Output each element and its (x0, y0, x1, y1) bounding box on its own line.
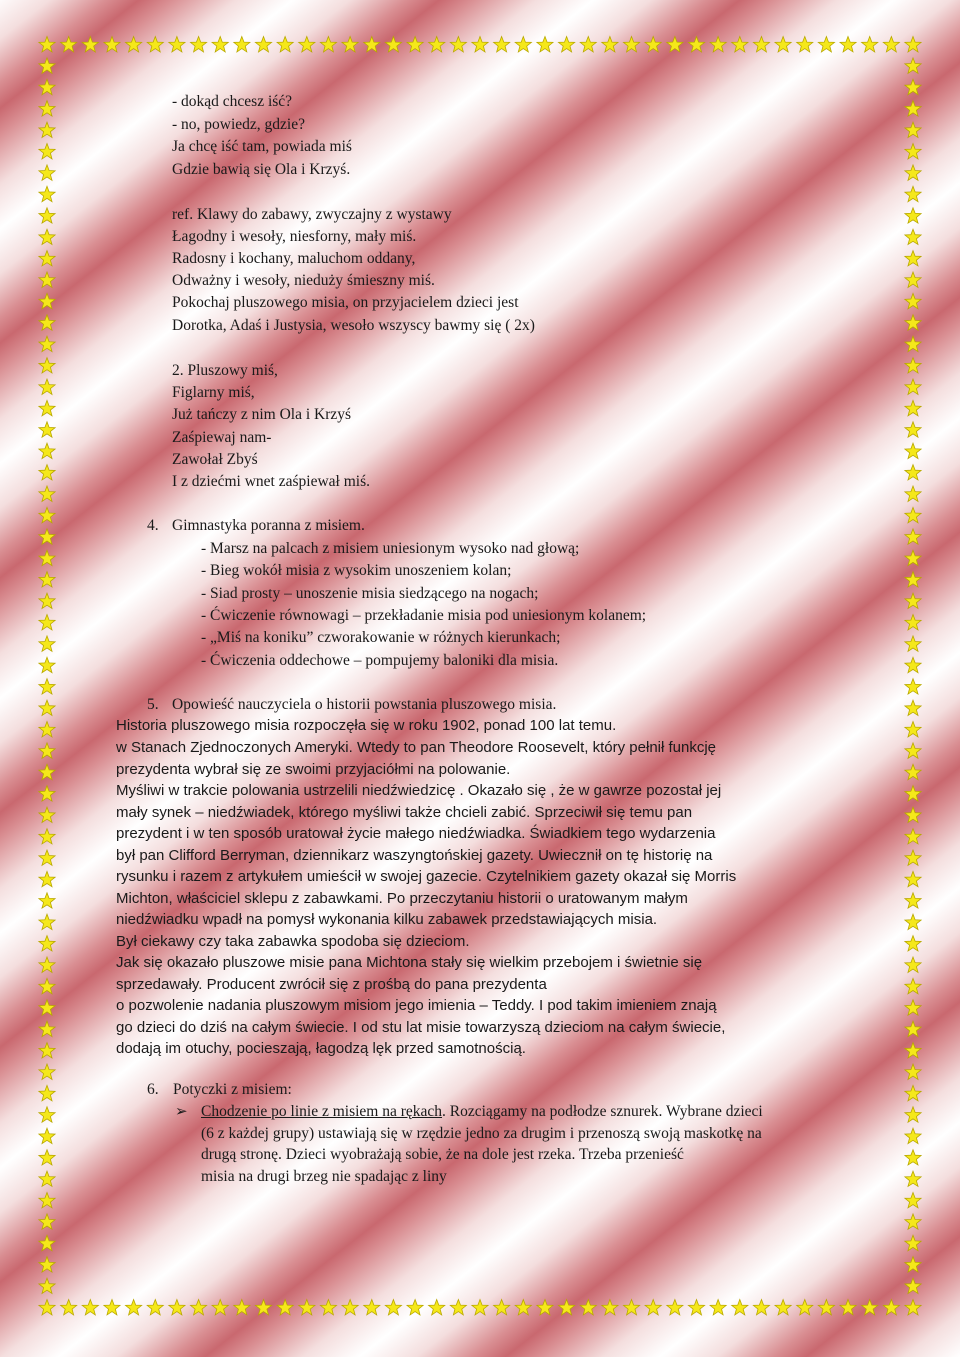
song-line: Gdzie bawią się Ola i Krzyś. (172, 161, 351, 178)
story-line: sprzedawały. Producent zwrócił się z prośbą do pana prezydenta (116, 976, 547, 993)
story-line: rysunku i razem z artykułem umieścił w swojej gazecie. Czytelnikiem gazety okazał się Morris (116, 868, 737, 885)
verse-line: Zaśpiewaj nam- (172, 429, 272, 446)
story-line: Historia pluszowego misia rozpoczęła się w roku 1902, ponad 100 lat temu. (116, 717, 617, 734)
story-line: go dzieci do dziś na całym świecie. I od stu lat misie towarzyszą dzieciom na całym świecie, (116, 1019, 726, 1036)
section-5-number: 5. (147, 696, 159, 713)
refrain-line: Dorotka, Adaś i Justysia, wesoło wszyscy bawmy się ( 2x) (172, 317, 535, 334)
activity-title: Chodzenie po linie z misiem na rękach (201, 1103, 443, 1120)
story-line: Myśliwi w trakcie polowania ustrzelili niedźwiedzicę . Okazało się , że w gawrze pozostał jej (116, 782, 722, 799)
refrain-line: Radosny i kochany, maluchom oddany, (172, 250, 416, 267)
activity-line: misia na drugi brzeg nie spadając z liny (201, 1168, 447, 1185)
verse-line: I z dziećmi wnet zaśpiewał miś. (172, 473, 370, 490)
section-6-title: Potyczki z misiem: (173, 1081, 292, 1098)
song-line: - no, powiedz, gdzie? (172, 116, 305, 133)
exercise-item: - Siad prosty – unoszenie misia siedzącego na nogach; (201, 585, 539, 602)
story-line: mały synek – niedźwiadek, którego myśliwi także chcieli zabić. Sprzeciwił się temu pan (116, 804, 693, 821)
story-line: był pan Clifford Berryman, dziennikarz waszyngtońskiej gazety. Uwiecznił on tę historię na (116, 847, 713, 864)
verse-line: Zawołał Zbyś (172, 451, 258, 468)
verse-line: Figlarny miś, (172, 384, 255, 401)
story-line: niedźwiadku wpadł na pomysł wykonania kilku zabawek przedstawiających misia. (116, 911, 658, 928)
exercise-item: - Bieg wokół misia z wysokim unoszeniem kolan; (201, 562, 512, 579)
story-line: Michton, właściciel sklepu z zabawkami. Po przeczytaniu historii o uratowanym małym (116, 890, 688, 907)
verse-line: Już tańczy z nim Ola i Krzyś (172, 406, 352, 423)
activity-line: (6 z każdej grupy) ustawiają się w rzędzie jedno za drugim i przenoszą swoją maskotkę na (201, 1125, 762, 1142)
song-line: - dokąd chcesz iść? (172, 93, 293, 110)
section-4-number: 4. (147, 517, 159, 534)
refrain-line: ref. Klawy do zabawy, zwyczajny z wystawy (172, 206, 452, 223)
refrain-line: Odważny i wesoły, nieduży śmieszny miś. (172, 272, 435, 289)
exercise-item: - Ćwiczenia oddechowe – pompujemy baloniki dla misia. (201, 652, 559, 669)
story-line: w Stanach Zjednoczonych Ameryki. Wtedy to pan Theodore Roosevelt, który pełnił funkcję (116, 739, 717, 756)
exercise-item: - Marsz na palcach z misiem uniesionym wysoko nad głową; (201, 540, 580, 557)
activity-line: drugą stronę. Dzieci wyobrażają sobie, że na dole jest rzeka. Trzeba przenieść (201, 1146, 684, 1163)
exercise-item: - „Miś na koniku” czworakowanie w różnych kierunkach; (201, 629, 561, 646)
story-line: Był ciekawy czy taka zabawka spodoba się dzieciom. (116, 933, 470, 950)
exercise-item: - Ćwiczenie równowagi – przekładanie misia pod uniesionym kolanem; (201, 607, 647, 624)
activity-text: . Rozciągamy na podłodze sznurek. Wybrane dzieci (442, 1103, 763, 1120)
refrain-line: Pokochaj pluszowego misia, on przyjacielem dzieci jest (172, 294, 519, 311)
story-line: prezydent i w ten sposób uratował życie małego niedźwiadka. Świadkiem tego wydarzenia (116, 825, 716, 842)
story-line: o pozwolenie nadania pluszowym misiom jego imienia – Teddy. I pod takim imieniem znają (116, 997, 717, 1014)
song-line: Ja chcę iść tam, powiada miś (172, 138, 352, 155)
story-line: Jak się okazało pluszowe misie pana Michtona stały się wielkim przebojem i świetnie się (116, 954, 703, 971)
story-line: prezydenta wybrał się ze swoimi przyjaciółmi na polowanie. (116, 761, 511, 778)
verse-line: 2. Pluszowy miś, (172, 362, 278, 379)
section-5-title: Opowieść nauczyciela o historii powstania pluszowego misia. (172, 696, 557, 713)
activity-line (201, 1102, 763, 1122)
story-line: dodają im otuchy, pocieszają, łagodzą lęk przed samotnością. (116, 1040, 526, 1057)
arrow-bullet-icon: ➢ (175, 1102, 188, 1120)
section-4-title: Gimnastyka poranna z misiem. (172, 517, 365, 534)
refrain-line: Łagodny i wesoły, niesforny, mały miś. (172, 228, 417, 245)
section-6-number: 6. (147, 1081, 159, 1098)
